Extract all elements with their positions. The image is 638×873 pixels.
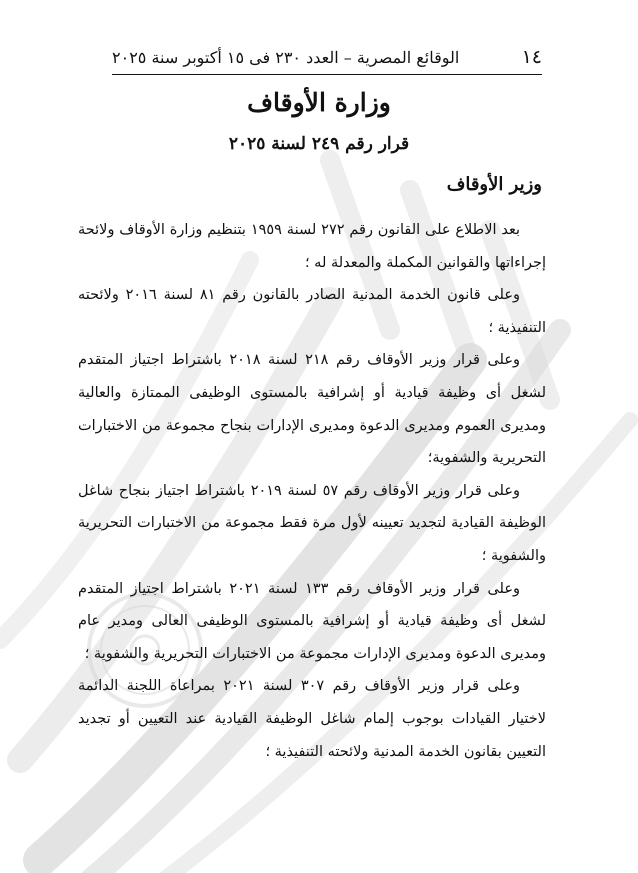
paragraph: وعلى قانون الخدمة المدنية الصادر بالقانون رقم ٨١ لسنة ٢٠١٦ ولائحته التنفيذية ؛ [78, 287, 546, 336]
paragraph: وعلى قرار وزير الأوقاف رقم ٥٧ لسنة ٢٠١٩ باشتراط اجتياز بنجاح شاغل الوظيفة القيادية لتجديد تعيينه لأول مرة فقط مجموعة من الاختبارات التحريرية والشفوية ؛ [78, 482, 546, 564]
paragraph: وعلى قرار وزير الأوقاف رقم ١٣٣ لسنة ٢٠٢١ باشتراط اجتياز المتقدم لشغل أى وظيفة قيادية أو إشرافية بالمستوى الوظيفى العالى ومدير عام ومديرى الدعوة ومديرى الإدارات مجموعة من الاختبارات التحريرية والشفوية ؛ [78, 580, 546, 662]
decree-body [78, 214, 546, 768]
page-number: ١٤ [521, 46, 542, 68]
paragraph: وعلى قرار وزير الأوقاف رقم ٢١٨ لسنة ٢٠١٨ باشتراط اجتياز المتقدم لشغل أى وظيفة قيادية أو إشرافية بالمستوى الوظيفى الممتازة والعالية ومديرى العموم ومديرى الدعوة ومديرى الإدارات بنجاح مجموعة من الاختبارات التحريرية والشفوية؛ [78, 352, 546, 467]
page-header [112, 40, 542, 75]
decree-title: قرار رقم ٢٤٩ لسنة ٢٠٢٥ [228, 134, 410, 154]
gazette-running-title: الوقائع المصرية – العدد ٢٣٠ فى ١٥ أكتوبر سنة ٢٠٢٥ [112, 47, 460, 67]
issuer-heading: وزير الأوقاف [446, 174, 542, 195]
paragraph: وعلى قرار وزير الأوقاف رقم ٣٠٧ لسنة ٢٠٢١ بمراعاة اللجنة الدائمة لاختيار القيادات بوجوب إلمام شاغل الوظيفة القيادية عند التعيين أو تجديد التعيين بقانون الخدمة المدنية ولائحته التنفيذية ؛ [78, 678, 546, 760]
ministry-title: وزارة الأوقاف [247, 88, 391, 117]
paragraph: بعد الاطلاع على القانون رقم ٢٧٢ لسنة ١٩٥٩ بتنظيم وزارة الأوقاف ولائحة إجراءاتها والقوانين المكملة والمعدلة له ؛ [78, 222, 546, 271]
